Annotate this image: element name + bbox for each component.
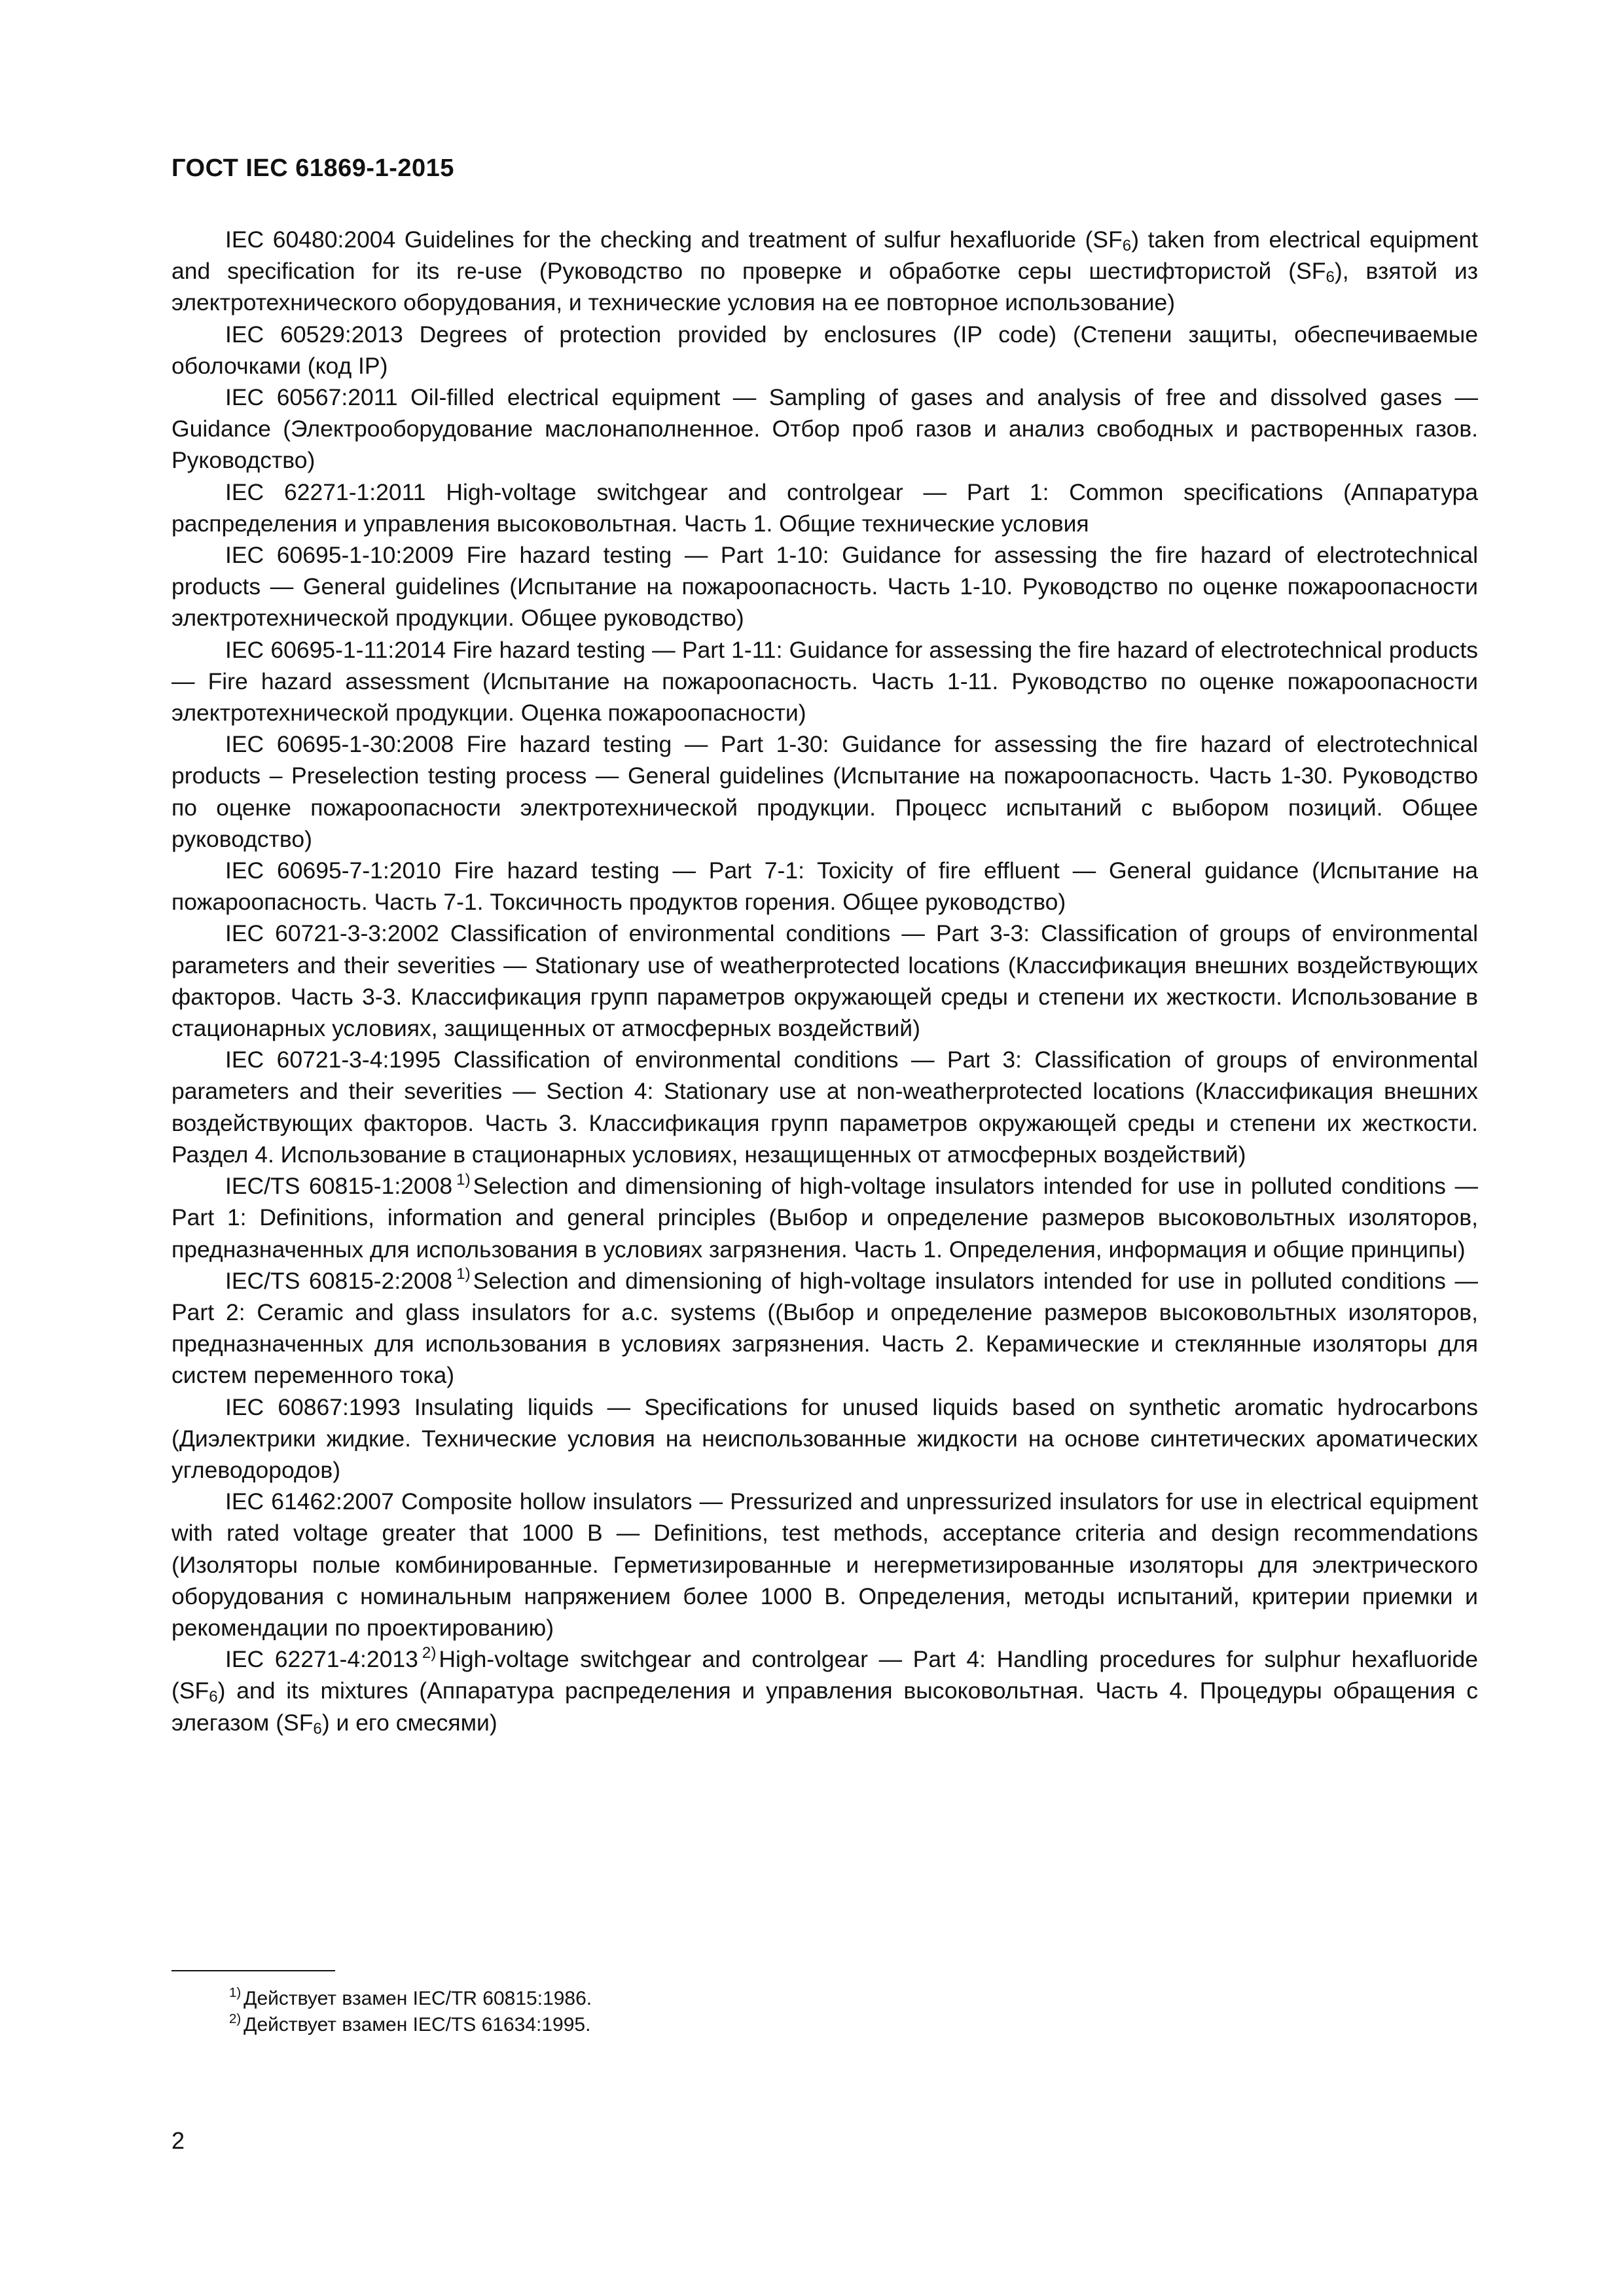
- reference-code: IEC 62271-1:2011: [225, 478, 426, 505]
- reference-item: IEC 60695-1-11:2014 Fire hazard testing — Part 1-11: Guidance for assessing the fire hazard of electrotechnical products — Fire hazard assessment (Испытание на пожароопасность. Часть 1-11. Руководство по оценке пожароопасности электротехнической продукции. Оценка пожароопасности): [171, 636, 1478, 726]
- reference-item: IEC 61462:2007 Composite hollow insulators — Pressurized and unpressurized insulators for use in electrical equipment with rated voltage greater that 1000 B — Definitions, test methods, acceptance criteria and design recommendations (Изоляторы полые комбинированные. Герметизированные и негерметизированные изоляторы для электрического оборудования с номинальным напряжением более 1000 В. Определения, методы испытаний, критерии приемки и рекомендации по проектированию): [171, 1488, 1478, 1641]
- footnote-marker: 1): [456, 1170, 471, 1189]
- reference-item: IEC 60867:1993 Insulating liquids — Specifications for unused liquids based on synthetic aromatic hydrocarbons (Диэлектрики жидкие. Технические условия на неиспользованные жидкости на основе синтетических ароматических углеводородов): [171, 1393, 1478, 1483]
- footnote-item: $^{2)}$ Действует взамен IEC/TS 61634:1995.: [229, 2011, 591, 2036]
- reference-item: IEC 60695-1-30:2008 Fire hazard testing — Part 1-30: Guidance for assessing the fire hazard of electrotechnical products – Preselection testing process — General guidelines (Испытание на пожароопасность. Часть 1-30. Руководство по оценке пожароопасности электротехнической продукции. Процесс испытаний с выбором позиций. Общее руководство): [171, 731, 1478, 852]
- reference-item: IEC/TS 60815-1:2008 $^{1)}$ Selection and dimensioning of high-voltage insulators intended for use in polluted conditions — Part 1: Definitions, information and general principles (Выбор и определение размеров высоковольтных изоляторов, предназначенных для использования в условиях загрязнения. Часть 1. Определения, информация и общие принципы): [171, 1170, 1478, 1263]
- footnote-item: $^{1)}$ Действует взамен IEC/TR 60815:1986.: [229, 1985, 592, 2009]
- reference-item: IEC 60567:2011 Oil-filled electrical equipment — Sampling of gases and analysis of free and dissolved gases — Guidance (Электрооборудование маслонаполненное. Отбор проб газов и анализ свободных и растворенных газов. Руководство): [171, 384, 1478, 474]
- reference-item: IEC 62271-4:2013 $^{2)}$ High-voltage switchgear and controlgear — Part 4: Handling procedures for sulphur hexafluoride $(SF_6)$ and its mixtures (Аппаратура распределения и управления высоковольтная. Часть 4. Процедуры обращения с элегазом $(SF_6)$ и его смесями): [171, 1643, 1478, 1738]
- reference-item: IEC 60695-1-10:2009 Fire hazard testing — Part 1-10: Guidance for assessing the fire hazard of electrotechnical products — General guidelines (Испытание на пожароопасность. Часть 1-10. Руководство по оценке пожароопасности электротехнической продукции. Общее руководство): [171, 542, 1478, 632]
- reference-code: IEC 60695-1-30:2008: [225, 731, 454, 758]
- page-header-title: ГОСТ IEC 61869-1-2015: [171, 154, 454, 182]
- normative-references-list: [171, 224, 1478, 1738]
- footnote-marker: 1): [229, 1985, 242, 2000]
- reference-code: IEC 60480:2004: [225, 226, 396, 253]
- reference-code: IEC 60721-3-3:2002: [225, 920, 439, 947]
- reference-code: IEC 60529:2013: [225, 321, 403, 348]
- reference-code: IEC/TS 60815-2:2008: [225, 1267, 453, 1294]
- footnote-marker: 2): [229, 2011, 242, 2026]
- footnotes: [171, 1970, 1478, 2038]
- reference-code: IEC 60695-7-1:2010: [225, 857, 441, 884]
- reference-item: IEC 60529:2013 Degrees of protection provided by enclosures (IP code) (Степени защиты, обеспечиваемые оболочками (код IP): [171, 321, 1478, 379]
- reference-code: IEC 61462:2007: [225, 1488, 394, 1515]
- footnote-marker: 1): [456, 1265, 471, 1283]
- page-number: 2: [171, 2127, 185, 2154]
- reference-code: IEC 62271-4:2013: [225, 1646, 418, 1673]
- reference-code: IEC 60567:2011: [225, 384, 398, 411]
- footnote-divider: [171, 1970, 335, 1971]
- reference-item: IEC 60721-3-4:1995 Classification of environmental conditions — Part 3: Classification of groups of environmental parameters and their severities — Section 4: Stationary use at non-weatherprotected locations (Классификация внешних воздействующих факторов. Часть 3. Классификация групп параметров окружающей среды и степени их жесткости. Раздел 4. Использование в стационарных условиях, незащищенных от атмосферных воздействий): [171, 1047, 1478, 1168]
- reference-code: IEC 60695-1-10:2009: [225, 542, 454, 569]
- reference-item: IEC 60695-7-1:2010 Fire hazard testing — Part 7-1: Toxicity of fire effluent — General guidance (Испытание на пожароопасность. Часть 7-1. Токсичность продуктов горения. Общее руководство): [171, 857, 1478, 916]
- reference-item: IEC/TS 60815-2:2008 $^{1)}$ Selection and dimensioning of high-voltage insulators intended for use in polluted conditions — Part 2: Ceramic and glass insulators for a.c. systems ((Выбор и определение размеров высоковольтных изоляторов, предназначенных для использования в условиях загрязнения. Часть 2. Керамические и стеклянные изоляторы для систем переменного тока): [171, 1265, 1478, 1389]
- reference-code: IEC 60867:1993: [225, 1393, 401, 1420]
- reference-item: IEC 60721-3-3:2002 Classification of environmental conditions — Part 3-3: Classification of groups of environmental parameters and their severities — Stationary use of weatherprotected locations (Классификация внешних воздействующих факторов. Часть 3-3. Классификация групп параметров окружающей среды и степени их жесткости. Использование в стационарных условиях, защищенных от атмосферных воздействий): [171, 920, 1478, 1042]
- reference-code: IEC 60695-1-11:2014: [225, 636, 446, 663]
- reference-item: IEC 62271-1:2011 High-voltage switchgear and controlgear — Part 1: Common specifications (Аппаратура распределения и управления высоковольтная. Часть 1. Общие технические условия: [171, 478, 1478, 537]
- reference-code: IEC/TS 60815-1:2008: [225, 1173, 453, 1200]
- reference-code: IEC 60721-3-4:1995: [225, 1047, 441, 1073]
- reference-item: IEC 60480:2004 Guidelines for the checking and treatment of sulfur hexafluoride $(SF_6)$ taken from electrical equipment and specification for its re-use (Руководство по проверке и обработке серы шестифтористой $(SF_6)$, взятой из электротехнического оборудования, и технические условия на ее повторное использование): [171, 226, 1478, 316]
- footnote-marker: 2): [422, 1643, 437, 1662]
